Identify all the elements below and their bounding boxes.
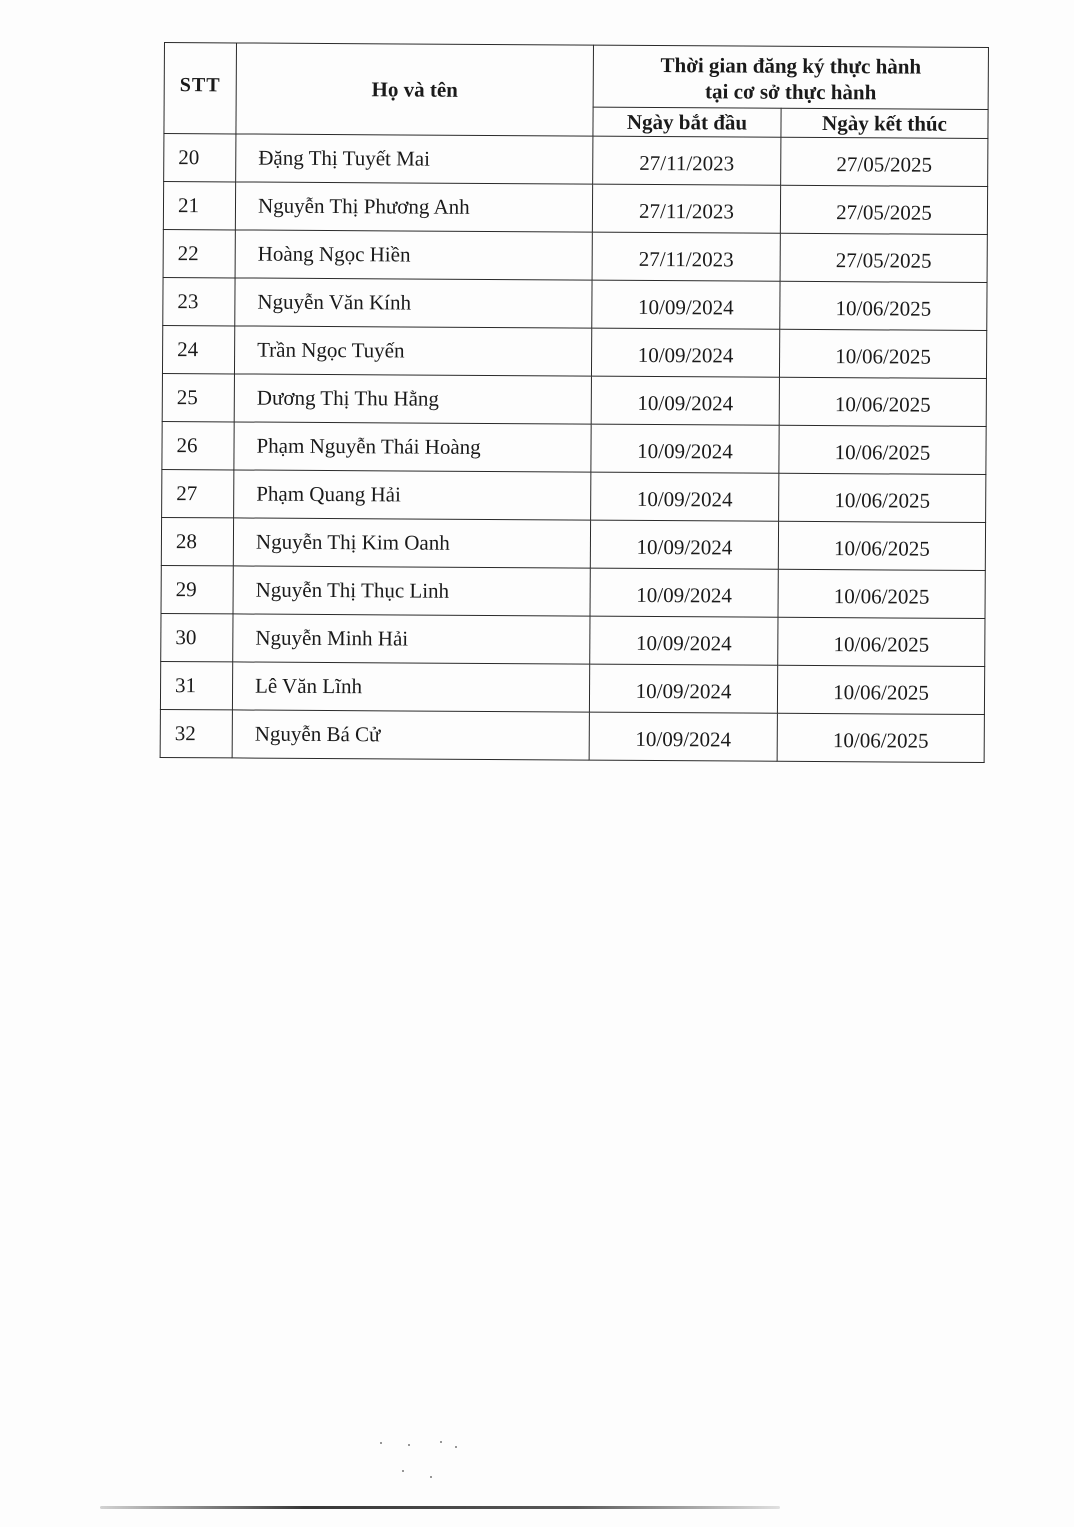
row-stt-cell: 21 <box>163 182 235 230</box>
table-row <box>161 565 985 618</box>
row-end-date-cell: 10/06/2025 <box>778 569 985 618</box>
row-stt-cell: 20 <box>164 134 236 182</box>
row-name-cell: Trần Ngọc Tuyến <box>234 326 591 376</box>
row-name-cell: Hoàng Ngọc Hiền <box>235 230 592 280</box>
row-start-date-cell: 10/09/2024 <box>591 328 779 377</box>
row-start-date-cell: 10/09/2024 <box>590 568 778 617</box>
row-stt-cell: 28 <box>161 517 233 565</box>
table-row <box>163 182 987 235</box>
row-start-date-cell: 10/09/2024 <box>591 424 779 473</box>
table-body <box>160 134 988 763</box>
table-row <box>163 277 987 330</box>
header-name: Họ và tên <box>236 43 594 136</box>
scan-speck <box>455 1446 457 1448</box>
row-start-date-cell: 10/09/2024 <box>591 472 779 521</box>
row-name-cell: Nguyễn Thị Thục Linh <box>233 566 590 616</box>
row-name-cell: Nguyễn Bá Cử <box>232 710 589 760</box>
table-row <box>160 661 984 714</box>
row-name-cell: Nguyễn Thị Phương Anh <box>235 182 592 232</box>
table-row <box>164 134 988 187</box>
row-name-cell: Phạm Quang Hải <box>234 470 591 520</box>
table-row <box>161 517 985 570</box>
row-end-date-cell: 10/06/2025 <box>778 617 985 666</box>
scan-speck <box>440 1441 442 1443</box>
row-end-date-cell: 10/06/2025 <box>779 377 986 426</box>
scan-speck <box>380 1442 382 1444</box>
row-end-date-cell: 27/05/2025 <box>780 233 987 282</box>
registration-table <box>160 42 989 763</box>
row-start-date-cell: 10/09/2024 <box>589 712 777 761</box>
scan-speck <box>402 1470 404 1472</box>
scan-speck <box>408 1444 410 1446</box>
row-start-date-cell: 10/09/2024 <box>590 520 778 569</box>
header-period <box>593 45 988 110</box>
header-start-date: Ngày bắt đầu <box>593 108 781 138</box>
row-end-date-cell: 27/05/2025 <box>780 185 987 234</box>
table-row <box>161 613 985 666</box>
row-name-cell: Lê Văn Lĩnh <box>232 662 589 712</box>
row-end-date-cell: 10/06/2025 <box>777 713 984 762</box>
row-end-date-cell: 10/06/2025 <box>779 329 986 378</box>
row-start-date-cell: 10/09/2024 <box>591 376 779 425</box>
header-period-line2: tại cơ sở thực hành <box>705 79 877 105</box>
row-start-date-cell: 27/11/2023 <box>592 184 780 233</box>
row-name-cell: Nguyễn Thị Kim Oanh <box>233 518 590 568</box>
table-row <box>162 325 986 378</box>
table-row <box>162 373 986 426</box>
row-start-date-cell: 27/11/2023 <box>593 136 781 185</box>
row-name-cell: Đặng Thị Tuyết Mai <box>236 134 593 184</box>
row-stt-cell: 31 <box>160 661 232 709</box>
row-stt-cell: 22 <box>163 229 235 277</box>
row-stt-cell: 24 <box>162 325 234 373</box>
row-start-date-cell: 10/09/2024 <box>592 280 780 329</box>
header-period-line1: Thời gian đăng ký thực hành <box>660 52 922 79</box>
row-end-date-cell: 10/06/2025 <box>780 281 987 330</box>
registration-table-wrapper <box>160 42 988 763</box>
row-name-cell: Phạm Nguyễn Thái Hoàng <box>234 422 591 472</box>
row-end-date-cell: 10/06/2025 <box>777 665 984 714</box>
table-row <box>163 229 987 282</box>
row-end-date-cell: 10/06/2025 <box>778 521 985 570</box>
row-stt-cell: 25 <box>162 373 234 421</box>
row-end-date-cell: 27/05/2025 <box>781 137 988 186</box>
row-stt-cell: 29 <box>161 565 233 613</box>
row-stt-cell: 32 <box>160 709 232 757</box>
row-start-date-cell: 10/09/2024 <box>590 616 778 665</box>
row-end-date-cell: 10/06/2025 <box>779 425 986 474</box>
row-stt-cell: 27 <box>162 469 234 517</box>
scan-artifact-line <box>100 1506 780 1509</box>
row-stt-cell: 26 <box>162 421 234 469</box>
row-name-cell: Dương Thị Thu Hằng <box>234 374 591 424</box>
row-start-date-cell: 10/09/2024 <box>589 664 777 713</box>
row-start-date-cell: 27/11/2023 <box>592 232 780 281</box>
row-stt-cell: 23 <box>163 277 235 325</box>
scan-speck <box>430 1476 432 1478</box>
table-row <box>160 709 984 762</box>
row-name-cell: Nguyễn Minh Hải <box>233 614 590 664</box>
row-end-date-cell: 10/06/2025 <box>779 473 986 522</box>
row-name-cell: Nguyễn Văn Kính <box>235 278 592 328</box>
table-row <box>162 469 986 522</box>
table-row <box>162 421 986 474</box>
header-stt: STT <box>164 43 237 134</box>
header-end-date: Ngày kết thúc <box>781 109 988 139</box>
row-stt-cell: 30 <box>161 613 233 661</box>
